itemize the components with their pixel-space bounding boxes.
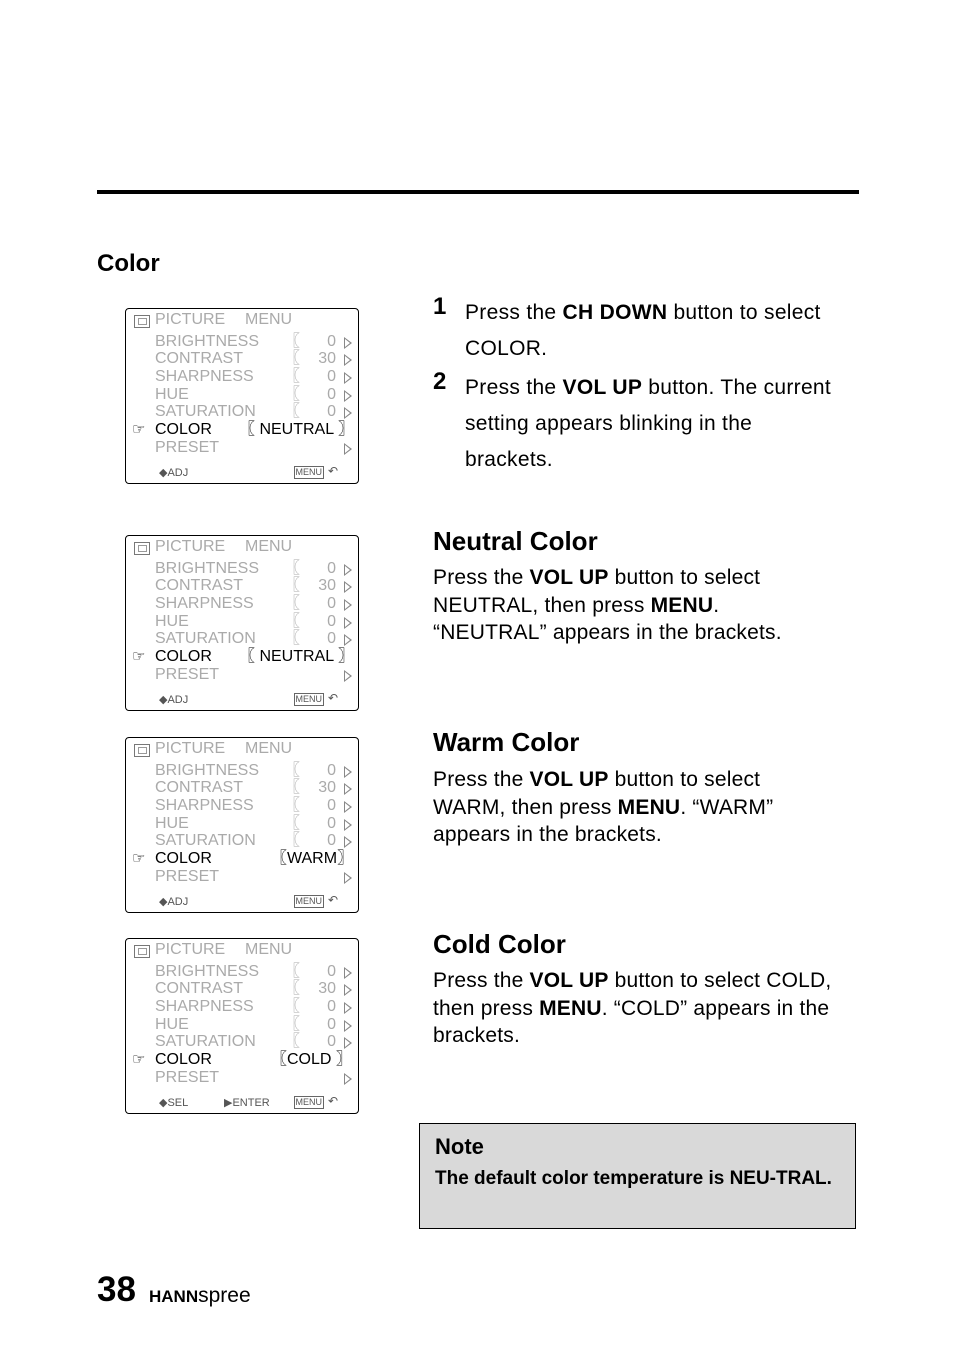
osd-footer: ◆ADJ MENU ↶ [159,691,338,706]
osd-row-color-selected: ☞ COLOR 〖WARM〗 [132,850,354,867]
arrow-right-icon [344,337,352,349]
arrow-right-icon [344,801,352,813]
osd-header: PICTURE MENU [126,538,358,556]
arrow-right-icon [344,819,352,831]
step-number: 2 [433,368,447,395]
arrow-right-icon [344,1020,352,1032]
osd-row: SHARPNESS 〖 0 [126,368,358,386]
warm-color-text: Press the VOL UP button to select WARM, then press MENU. “WARM” appears in the brackets. [433,768,774,846]
neutral-color-text: Press the VOL UP button to select NEUTRAL, then press MENU. “NEUTRAL” appears in the brackets. [433,566,782,644]
back-arrow-icon: ↶ [327,1094,338,1108]
arrow-right-icon [344,372,352,384]
arrow-right-icon [344,1073,352,1085]
osd-row: CONTRAST 〖 30 [126,779,358,797]
arrow-right-icon [344,1002,352,1014]
arrow-right-icon [344,599,352,611]
osd-row-preset: PRESET [126,439,358,457]
warm-color-heading: Warm Color [433,727,580,757]
arrow-right-icon [344,783,352,795]
osd-row: SATURATION 〖 0 [126,403,358,421]
osd-row: HUE 〖 0 [126,815,358,833]
note-box [419,1123,856,1229]
osd-row: BRIGHTNESS 〖 0 [126,560,358,578]
pointing-hand-icon: ☞ [132,850,146,867]
arrow-right-icon [344,443,352,455]
cold-color-heading: Cold Color [433,929,566,959]
osd-row-color-selected: ☞ COLOR 〖 NEUTRAL 〗 [132,421,354,438]
picture-icon [134,744,150,757]
step-text: Press the CH DOWN button to select COLOR. [465,301,821,360]
menu-icon: MENU [295,694,322,704]
arrow-right-icon [344,407,352,419]
osd-row: BRIGHTNESS 〖 0 [126,762,358,780]
arrow-right-icon [344,872,352,884]
osd-header: PICTURE MENU [126,941,358,959]
osd-row: SHARPNESS 〖 0 [126,998,358,1016]
arrow-right-icon [344,617,352,629]
osd-row: HUE 〖 0 [126,613,358,631]
section-title: Color [97,250,160,277]
arrow-right-icon [344,967,352,979]
step-text: Press the VOL UP button. The current setting appears blinking in the brackets. [465,376,832,471]
back-arrow-icon: ↶ [327,464,338,478]
osd-row: SATURATION 〖 0 [126,1033,358,1051]
osd-row: SHARPNESS 〖 0 [126,595,358,613]
osd-row: HUE 〖 0 [126,386,358,404]
header-rule [97,190,859,194]
picture-icon [134,315,150,328]
menu-icon: MENU [295,467,322,477]
osd-row: CONTRAST 〖 30 [126,350,358,368]
osd-panel-4 [125,938,359,1114]
osd-header: PICTURE MENU [126,740,358,758]
note-body: The default color temperature is NEU-TRAL. [435,1168,832,1189]
osd-row: SATURATION 〖 0 [126,832,358,850]
back-arrow-icon: ↶ [327,691,338,705]
pointing-hand-icon: ☞ [132,421,146,438]
osd-panel-2 [125,535,359,711]
osd-row-preset: PRESET [126,868,358,886]
osd-footer: ◆SEL ▶ENTER MENU ↶ [159,1094,338,1109]
osd-row: SATURATION 〖 0 [126,630,358,648]
osd-row-color-selected: ☞ COLOR 〖 NEUTRAL 〗 [132,648,354,665]
page-number: 38 [97,1270,136,1309]
osd-row: BRIGHTNESS 〖 0 [126,333,358,351]
picture-icon [134,542,150,555]
arrow-right-icon [344,581,352,593]
arrow-right-icon [344,836,352,848]
picture-icon [134,945,150,958]
neutral-color-heading: Neutral Color [433,526,598,556]
pointing-hand-icon: ☞ [132,648,146,665]
osd-header: PICTURE MENU [126,311,358,329]
osd-row-preset: PRESET [126,1069,358,1087]
osd-row: BRIGHTNESS 〖 0 [126,963,358,981]
arrow-right-icon [344,984,352,996]
arrow-right-icon [344,354,352,366]
note-title: Note [435,1134,484,1159]
osd-row: CONTRAST 〖 30 [126,577,358,595]
arrow-right-icon [344,390,352,402]
back-arrow-icon: ↶ [327,893,338,907]
osd-panel-3 [125,737,359,913]
step-number: 1 [433,293,447,320]
arrow-right-icon [344,564,352,576]
osd-footer: ◆ADJ MENU ↶ [159,893,338,908]
arrow-right-icon [344,1037,352,1049]
arrow-right-icon [344,634,352,646]
arrow-right-icon [344,670,352,682]
arrow-right-icon [344,766,352,778]
osd-panel-1 [125,308,359,484]
osd-row-color-selected: ☞ COLOR 〖COLD 〗 [132,1051,352,1068]
osd-row: HUE 〖 0 [126,1016,358,1034]
menu-icon: MENU [295,896,322,906]
osd-row: CONTRAST 〖 30 [126,980,358,998]
pointing-hand-icon: ☞ [132,1051,146,1068]
osd-row: SHARPNESS 〖 0 [126,797,358,815]
menu-icon: MENU [295,1097,322,1107]
cold-color-text: Press the VOL UP button to select COLD, then press MENU. “COLD” appears in the brackets. [433,969,832,1047]
brand-logo: HANNspree [149,1284,251,1307]
osd-row-preset: PRESET [126,666,358,684]
osd-footer: ◆ADJ MENU ↶ [159,464,338,479]
